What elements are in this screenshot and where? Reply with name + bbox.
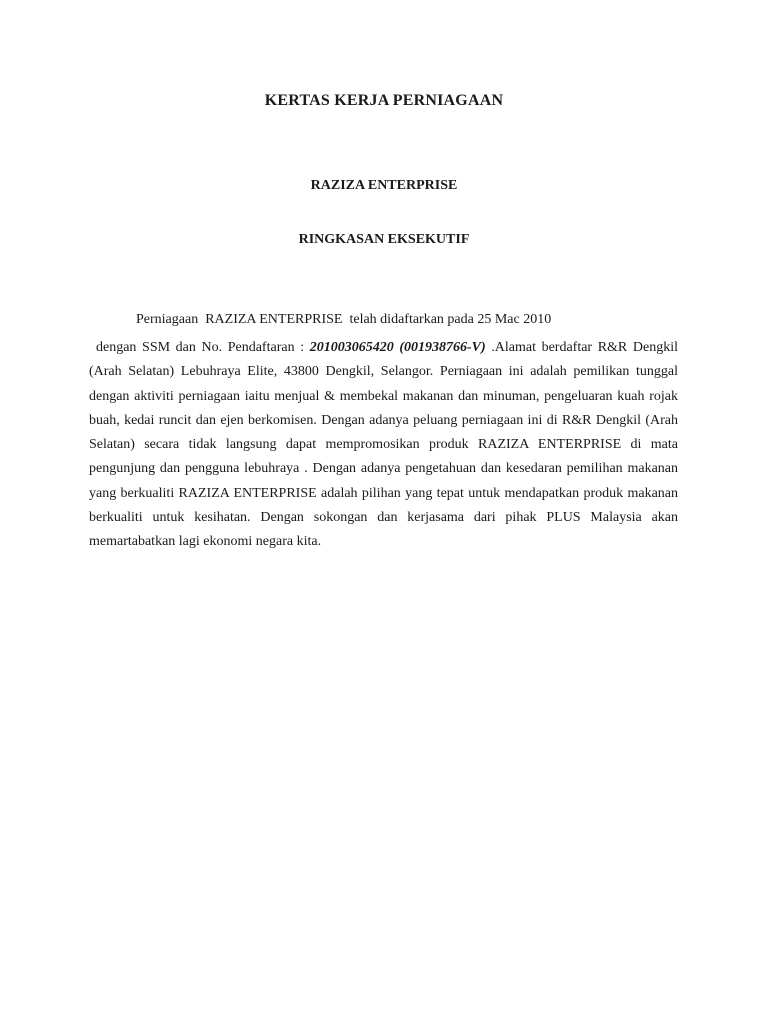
registration-number: 201003065420 (001938766-V) xyxy=(309,340,486,355)
document-title: KERTAS KERJA PERNIAGAAN xyxy=(264,92,504,109)
paragraph-first-line: Perniagaan RAZIZA ENTERPRISE telah didaftarkan pada 25 Mac 2010 xyxy=(136,312,552,327)
company-name: RAZIZA ENTERPRISE xyxy=(310,178,458,193)
section-heading: RINGKASAN EKSEKUTIF xyxy=(298,232,470,247)
paragraph-remainder: .Alamat berdaftar R&R Dengkil (Arah Selatan) Lebuhraya Elite, 43800 Dengkil, Selangor. Perniagaan ini adalah pemilikan tunggal dengan aktiviti perniagaan iaitu menjual & membekal makanan dan minuman, pengeluaran kuah rojak buah, kedai runcit dan ejen berkomisen. Dengan adanya peluang perniagaan ini di R&R Dengkil (Arah Selatan) secara tidak langsung dapat mempromosikan produk RAZIZA ENTERPRISE di mata pengunjung dan pengguna lebuhraya . Dengan adanya pengetahuan dan kesedaran pemilihan makanan yang berkualiti RAZIZA ENTERPRISE adalah pilihan yang tepat untuk mendapatkan produk makanan berkualiti untuk kesihatan. Dengan sokongan dan kerjasama dari pihak PLUS Malaysia akan memartabatkan lagi ekonomi negara kita. xyxy=(89,340,678,550)
paragraph-body xyxy=(89,336,678,555)
paragraph-pre-registration: dengan SSM dan No. Pendaftaran : xyxy=(96,340,310,355)
